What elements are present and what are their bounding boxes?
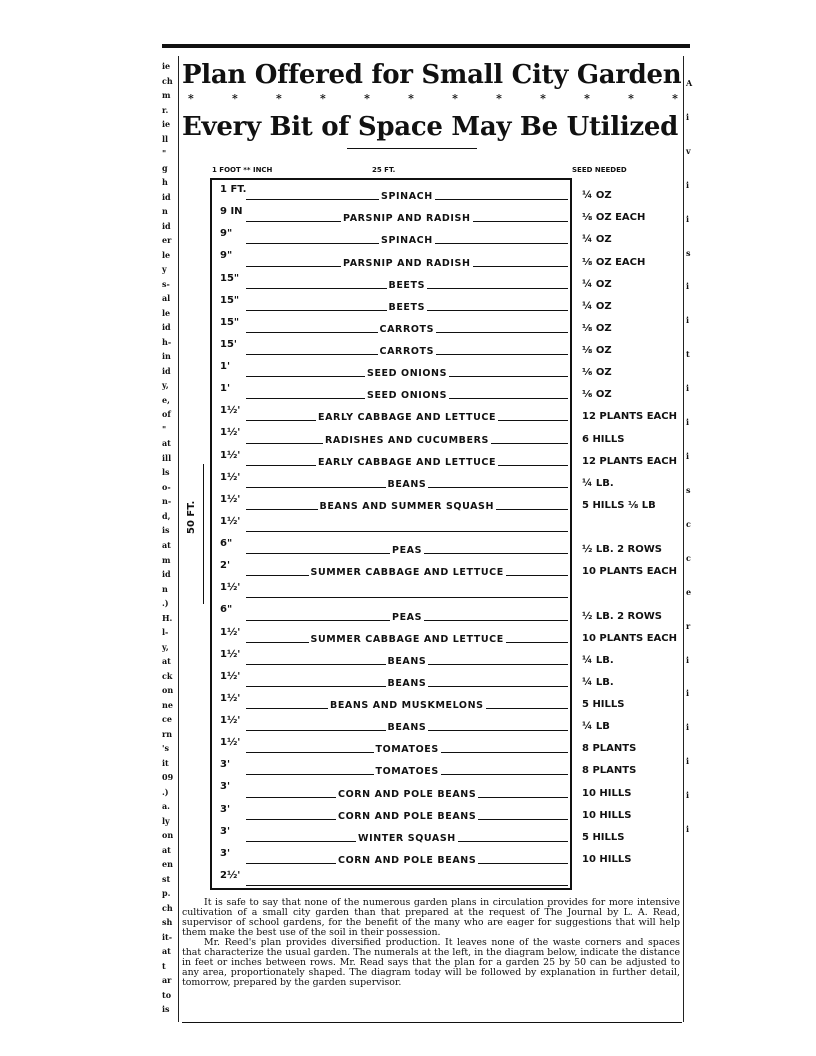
crop-label: CARROTS bbox=[379, 323, 435, 335]
left-column-rule bbox=[178, 56, 179, 1022]
row-spacing: 15' bbox=[220, 338, 237, 350]
ornament-star: * bbox=[408, 92, 414, 105]
garden-plot-diagram bbox=[210, 178, 572, 890]
left-column-fragment: at bbox=[162, 438, 171, 449]
seed-quantity: ½ LB. 2 ROWS bbox=[582, 610, 662, 622]
right-column-fragment: i bbox=[686, 383, 690, 394]
garden-row bbox=[212, 711, 570, 733]
ornament-star: * bbox=[540, 92, 546, 105]
crop-label: PEAS bbox=[392, 611, 423, 623]
row-spacing: 15" bbox=[220, 294, 240, 306]
left-column-fragment: m bbox=[162, 554, 171, 565]
right-column-fragment: c bbox=[686, 552, 691, 563]
left-column-fragment: n bbox=[162, 206, 168, 217]
left-column-fragment: d, bbox=[162, 510, 171, 521]
crop-label: SUMMER CABBAGE AND LETTUCE bbox=[310, 633, 504, 645]
seed-quantity: ¼ LB bbox=[582, 721, 610, 733]
garden-row bbox=[212, 180, 570, 202]
crop-label: PEAS bbox=[392, 545, 423, 557]
bottom-rule bbox=[182, 1022, 682, 1023]
row-spacing: 9" bbox=[220, 228, 233, 240]
seed-quantity: 8 PLANTS bbox=[582, 765, 637, 777]
garden-row bbox=[212, 446, 570, 468]
crop-label: SUMMER CABBAGE AND LETTUCE bbox=[310, 567, 504, 579]
right-column-fragment: i bbox=[686, 315, 690, 326]
crop-label: EARLY CABBAGE AND LETTUCE bbox=[318, 456, 497, 468]
seed-quantity: 10 HILLS bbox=[582, 809, 632, 821]
seed-quantity: ¼ LB. bbox=[582, 654, 614, 666]
seed-quantity: ⅙ OZ bbox=[582, 367, 612, 379]
left-column-fragment: ce bbox=[162, 714, 172, 725]
left-column-fragments bbox=[162, 62, 177, 1022]
ornament-star: * bbox=[496, 92, 502, 105]
left-column-fragment: H. bbox=[162, 612, 173, 623]
left-column-fragment: ch bbox=[162, 902, 173, 913]
row-spacing: 2' bbox=[220, 560, 231, 572]
row-line bbox=[246, 885, 568, 886]
seed-quantity: 10 HILLS bbox=[582, 853, 632, 865]
row-spacing: 1½' bbox=[220, 449, 241, 461]
left-column-fragment: is bbox=[162, 1004, 170, 1015]
row-line bbox=[246, 597, 568, 598]
ornament-star: * bbox=[320, 92, 326, 105]
garden-row bbox=[212, 800, 570, 822]
row-spacing: 3' bbox=[220, 803, 231, 815]
right-column-fragment: i bbox=[686, 790, 690, 801]
seed-quantity: ⅛ OZ EACH bbox=[582, 212, 646, 224]
seed-quantity: 12 PLANTS EACH bbox=[582, 455, 677, 467]
left-column-fragment: y, bbox=[162, 380, 169, 391]
crop-label: CORN AND POLE BEANS bbox=[338, 788, 477, 800]
row-spacing: 1½' bbox=[220, 405, 241, 417]
crop-label: BEANS AND MUSKMELONS bbox=[330, 700, 484, 711]
garden-row bbox=[212, 733, 570, 755]
garden-row bbox=[212, 623, 570, 645]
right-column-fragment: i bbox=[686, 688, 690, 699]
crop-label: PARSNIP AND RADISH bbox=[343, 257, 471, 269]
right-column-fragment: i bbox=[686, 417, 690, 428]
crop-label: SPINACH bbox=[381, 191, 433, 203]
seed-quantity: 10 PLANTS EACH bbox=[582, 566, 677, 578]
left-column-fragment: it- bbox=[162, 931, 173, 942]
row-spacing: 1½' bbox=[220, 670, 241, 682]
left-column-fragment: y bbox=[162, 264, 167, 275]
left-column-fragment: ie bbox=[162, 119, 171, 130]
left-column-fragment: " bbox=[162, 423, 167, 434]
seed-quantity: ¼ OZ bbox=[582, 300, 612, 312]
seed-quantity: 10 PLANTS EACH bbox=[582, 632, 677, 644]
right-column-fragment: v bbox=[686, 145, 691, 156]
left-column-fragment: ly bbox=[162, 815, 170, 826]
seed-quantity: ⅛ OZ EACH bbox=[582, 256, 646, 268]
crop-label: CORN AND POLE BEANS bbox=[338, 854, 477, 866]
garden-row bbox=[212, 423, 570, 445]
left-column-fragment: at bbox=[162, 656, 171, 667]
left-column-fragment: h- bbox=[162, 336, 172, 347]
row-spacing: 15" bbox=[220, 272, 240, 284]
newspaper-clipping bbox=[162, 44, 693, 1026]
garden-row bbox=[212, 313, 570, 335]
garden-row bbox=[212, 512, 570, 534]
left-column-fragment: id bbox=[162, 220, 171, 231]
headline-line-2: Every Bit of Space May Be Utilized bbox=[182, 112, 679, 142]
left-column-fragment: n- bbox=[162, 496, 172, 507]
ornament-star: * bbox=[584, 92, 590, 105]
ornament-star: * bbox=[364, 92, 370, 105]
left-column-fragment: ck bbox=[162, 670, 173, 681]
seed-quantity: ¼ OZ bbox=[582, 234, 612, 246]
right-column-fragment: s bbox=[686, 484, 691, 495]
garden-row bbox=[212, 578, 570, 600]
garden-row bbox=[212, 755, 570, 777]
headline-line-1: Plan Offered for Small City Garden bbox=[182, 60, 682, 90]
row-spacing: 3' bbox=[220, 825, 231, 837]
right-column-fragment: i bbox=[686, 179, 690, 190]
left-column-fragment: r. bbox=[162, 104, 169, 115]
diagram-header-width: 25 FT. bbox=[372, 166, 396, 174]
right-column-fragment: i bbox=[686, 756, 690, 767]
row-spacing: 1' bbox=[220, 361, 231, 373]
left-column-fragment: ill bbox=[162, 452, 172, 463]
left-column-fragment: l- bbox=[162, 627, 169, 638]
crop-label: BEANS AND SUMMER SQUASH bbox=[319, 500, 495, 512]
row-spacing: 1½' bbox=[220, 471, 241, 483]
garden-row bbox=[212, 269, 570, 291]
crop-label: BEETS bbox=[388, 279, 426, 291]
left-column-fragment: is bbox=[162, 525, 170, 536]
left-column-fragment: sh bbox=[162, 917, 173, 928]
row-spacing: 3' bbox=[220, 781, 231, 793]
left-column-fragment: ll bbox=[162, 133, 169, 144]
ornament-star: * bbox=[276, 92, 282, 105]
seed-quantity: ½ LB. 2 ROWS bbox=[582, 544, 662, 556]
seed-quantity: ¼ OZ bbox=[582, 190, 612, 202]
right-column-fragment: i bbox=[686, 281, 690, 292]
headline-rule bbox=[347, 148, 477, 149]
row-spacing: 1½' bbox=[220, 582, 241, 594]
left-column-fragment: ie bbox=[162, 61, 171, 71]
row-spacing: 9 IN bbox=[220, 206, 243, 218]
left-column-fragment: .) bbox=[162, 786, 169, 797]
left-column-fragment: at bbox=[162, 946, 171, 957]
garden-row bbox=[212, 645, 570, 667]
seed-quantity: ⅙ OZ bbox=[582, 389, 612, 401]
garden-row bbox=[212, 689, 570, 711]
row-spacing: 1½' bbox=[220, 515, 241, 527]
right-column-fragment: r bbox=[686, 620, 691, 631]
left-column-fragment: al bbox=[162, 293, 171, 304]
ornament-star: * bbox=[628, 92, 634, 105]
left-column-fragment: ne bbox=[162, 699, 173, 710]
garden-row bbox=[212, 844, 570, 866]
row-spacing: 1½' bbox=[220, 692, 241, 704]
left-column-fragment: s- bbox=[162, 278, 170, 289]
left-column-fragment: id bbox=[162, 322, 171, 333]
crop-label: EARLY CABBAGE AND LETTUCE bbox=[318, 412, 497, 424]
seed-quantity: ¼ LB. bbox=[582, 477, 614, 489]
left-column-fragment: le bbox=[162, 307, 171, 318]
garden-row bbox=[212, 600, 570, 622]
garden-row bbox=[212, 202, 570, 224]
right-column-fragment: i bbox=[686, 111, 690, 122]
right-column-fragment: A bbox=[686, 78, 693, 88]
right-column-fragment: t bbox=[686, 349, 690, 360]
row-spacing: 6" bbox=[220, 604, 233, 616]
garden-row bbox=[212, 379, 570, 401]
crop-label: TOMATOES bbox=[375, 744, 439, 756]
garden-row bbox=[212, 357, 570, 379]
headline-ornament-stars bbox=[188, 92, 678, 105]
crop-label: BEANS bbox=[387, 677, 427, 689]
side-dimension-rule bbox=[203, 464, 204, 604]
left-column-fragment: at bbox=[162, 844, 171, 855]
left-column-fragment: a. bbox=[162, 801, 170, 812]
right-column-fragment: i bbox=[686, 451, 690, 462]
crop-label: SEED ONIONS bbox=[367, 390, 448, 402]
crop-label: RADISHES AND CUCUMBERS bbox=[325, 434, 489, 446]
diagram-header-seed: SEED NEEDED bbox=[572, 166, 627, 174]
garden-row bbox=[212, 335, 570, 357]
right-column-fragment: i bbox=[686, 213, 690, 224]
left-column-fragment: h bbox=[162, 177, 168, 188]
garden-row bbox=[212, 468, 570, 490]
crop-label: BEETS bbox=[388, 301, 426, 313]
crop-label: CARROTS bbox=[379, 346, 435, 357]
seed-quantity: 12 PLANTS EACH bbox=[582, 411, 677, 423]
crop-label: TOMATOES bbox=[375, 766, 439, 778]
crop-label: WINTER SQUASH bbox=[358, 832, 456, 844]
left-column-fragment: .) bbox=[162, 598, 169, 609]
left-column-fragment: en bbox=[162, 859, 173, 870]
row-spacing: 1½' bbox=[220, 626, 241, 638]
left-column-fragment: in bbox=[162, 351, 171, 362]
seed-quantity: ¼ OZ bbox=[582, 278, 612, 290]
row-spacing: 1 FT. bbox=[220, 184, 247, 196]
side-dimension-label: 50 FT. bbox=[186, 500, 197, 534]
left-column-fragment: 09 bbox=[162, 772, 174, 783]
garden-row bbox=[212, 291, 570, 313]
garden-row bbox=[212, 556, 570, 578]
ornament-star: * bbox=[188, 92, 194, 105]
left-column-fragment: n bbox=[162, 583, 168, 594]
row-spacing: 1½' bbox=[220, 737, 241, 749]
left-column-fragment: id bbox=[162, 569, 171, 580]
right-column-fragment: c bbox=[686, 518, 691, 529]
row-spacing: 1½' bbox=[220, 715, 241, 727]
row-line bbox=[246, 531, 568, 532]
crop-label: PARSNIP AND RADISH bbox=[343, 213, 471, 225]
row-spacing: 1½' bbox=[220, 648, 241, 660]
seed-quantity: 5 HILLS bbox=[582, 699, 625, 710]
left-column-fragment: on bbox=[162, 685, 174, 696]
right-column-fragment: s bbox=[686, 247, 691, 258]
right-column-fragment: e bbox=[686, 586, 692, 597]
left-column-fragment: " bbox=[162, 148, 167, 159]
row-spacing: 1½' bbox=[220, 493, 241, 505]
seed-quantity: 8 PLANTS bbox=[582, 743, 637, 755]
crop-label: CORN AND POLE BEANS bbox=[338, 810, 477, 822]
crop-label: BEANS bbox=[387, 722, 427, 734]
left-column-fragment: o- bbox=[162, 481, 171, 492]
left-column-fragment: to bbox=[162, 989, 172, 1000]
garden-row bbox=[212, 866, 570, 888]
left-column-fragment: at bbox=[162, 540, 171, 550]
crop-label: SEED ONIONS bbox=[367, 368, 448, 380]
left-column-fragment: rn bbox=[162, 728, 173, 739]
article-paragraph-2: Mr. Reed's plan provides diversified production. It leaves none of the waste corners and spaces that characterize the usual garden. The numerals at the left, in the diagram below, indicate the distance in feet or inches between rows. Mr. Read says that the plan for a garden 25 by 50 can be adjusted to any area, proportionately shaped. The diagram today will be followed by explanation in further detail, tomorrow, prepared by the garden supervisor. bbox=[182, 937, 680, 988]
left-column-fragment: st bbox=[162, 873, 171, 884]
seed-quantity: ¼ LB. bbox=[582, 676, 614, 688]
right-column-fragment: i bbox=[686, 824, 690, 835]
left-column-fragment: id bbox=[162, 365, 171, 376]
diagram-header-spacing: 1 FOOT ** INCH bbox=[212, 166, 273, 174]
garden-row bbox=[212, 401, 570, 423]
crop-label: SPINACH bbox=[381, 235, 433, 247]
article-paragraph-1: It is safe to say that none of the numerous garden plans in circulation provides for more intensive cultivation of a small city garden than that prepared at the request of The Journal by L. A. Read, supervisor of school gardens, for the benefit of the many who are eager for suggestions that will help them make the best use of the soil in their possession. bbox=[182, 897, 680, 938]
garden-row bbox=[212, 822, 570, 844]
left-column-fragment: m bbox=[162, 90, 171, 101]
right-column-fragment: i bbox=[686, 654, 690, 665]
row-spacing: 1½' bbox=[220, 427, 241, 439]
left-column-fragment: id bbox=[162, 191, 171, 202]
article-body bbox=[182, 898, 680, 988]
top-rule bbox=[162, 44, 690, 48]
left-column-fragment: p. bbox=[162, 888, 171, 899]
ornament-star: * bbox=[452, 92, 458, 105]
seed-quantity: 10 HILLS bbox=[582, 787, 632, 799]
row-spacing: 1' bbox=[220, 383, 231, 395]
row-spacing: 6" bbox=[220, 538, 233, 550]
left-column-fragment: 's bbox=[162, 743, 169, 754]
ornament-star: * bbox=[672, 92, 678, 105]
row-spacing: 2½' bbox=[220, 869, 241, 881]
left-column-fragment: er bbox=[162, 235, 172, 246]
seed-quantity: ⅛ OZ bbox=[582, 345, 612, 356]
row-spacing: 3' bbox=[220, 847, 231, 859]
row-spacing: 3' bbox=[220, 759, 231, 771]
ornament-star: * bbox=[232, 92, 238, 105]
garden-row bbox=[212, 246, 570, 268]
garden-row bbox=[212, 224, 570, 246]
seed-quantity: 6 HILLS bbox=[582, 433, 625, 445]
row-spacing: 9" bbox=[220, 250, 233, 262]
left-column-fragment: y, bbox=[162, 641, 169, 652]
garden-row bbox=[212, 777, 570, 799]
seed-quantity: 5 HILLS bbox=[582, 831, 625, 843]
seed-quantity: 5 HILLS ⅛ LB bbox=[582, 499, 656, 511]
garden-row bbox=[212, 490, 570, 512]
left-column-fragment: le bbox=[162, 249, 171, 260]
left-column-fragment: it bbox=[162, 757, 169, 768]
left-column-fragment: on bbox=[162, 830, 174, 841]
seed-quantity: ⅛ OZ bbox=[582, 322, 612, 334]
left-column-fragment: ch bbox=[162, 75, 173, 86]
left-column-fragment: of bbox=[162, 409, 171, 420]
left-column-fragment: ls bbox=[162, 467, 170, 478]
right-column-fragment: i bbox=[686, 722, 690, 733]
left-column-fragment: ar bbox=[162, 975, 172, 986]
row-spacing: 15" bbox=[220, 316, 240, 328]
right-column-rule bbox=[683, 56, 684, 1022]
left-column-fragment: e, bbox=[162, 394, 170, 405]
crop-label: BEANS bbox=[387, 478, 427, 490]
left-column-fragment: g bbox=[162, 162, 168, 173]
garden-row bbox=[212, 667, 570, 689]
garden-row bbox=[212, 534, 570, 556]
crop-label: BEANS bbox=[387, 655, 427, 667]
left-column-fragment: t bbox=[162, 960, 166, 971]
